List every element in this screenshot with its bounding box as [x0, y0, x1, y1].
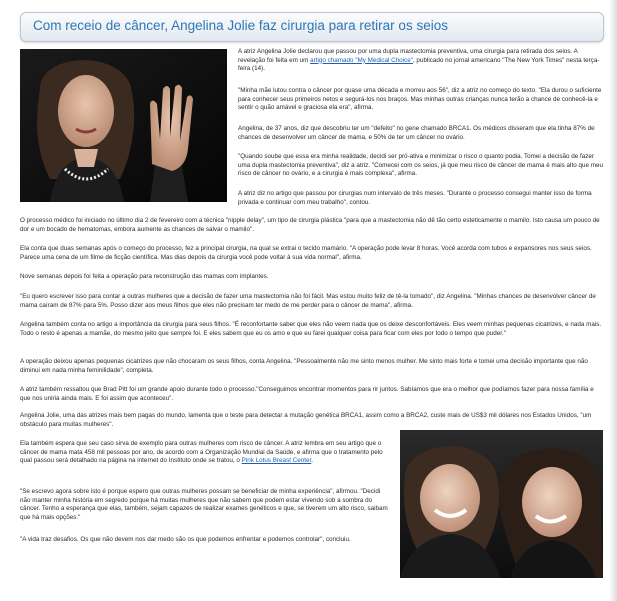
p14-text-after: .	[311, 457, 314, 465]
paragraph-2: "Minha mãe lutou contra o câncer por quase uma década e morreu aos 56", diz a atriz no começo do texto. "Ela durou o suficiente para conhecer seus primeiros netos e segurá-los nos braços. Mas minhas outras crianças nunca terão a chance de conhecê-la e sentir o quão amável e graciosa ela era", afirma.	[238, 87, 602, 112]
paragraph-15: "Se escrevo agora sobre isto é porque espero que outras mulheres possam se beneficiar de minha experiência", afirmou. "Decidi não manter minha história em segredo porque há muitas mulheres que não sabem que podem estar vivendo sob a sombra do câncer. Tenho a esperança que elas, também, sejam capazes de realizar exames genéticos e que, se tiverem um alto risco, saibam que há mais opções."	[20, 488, 388, 521]
paragraph-8: Nove semanas depois foi feita a operação para reconstrução das mamas com implantes.	[20, 273, 269, 280]
page-edge-shadow	[609, 0, 617, 601]
photo-actress-waving	[20, 49, 227, 202]
paragraph-6: O processo médico foi iniciado no último dia 2 de fevereiro com a técnica "nipple delay", um tipo de cirurgia plástica "para que a mastectomia não dê tão certo esteticamente o mamilo. Isto causa um pouco de dor e um bocado de hematomas, embora aumente as chances de salvar o mamilo".	[20, 217, 600, 233]
paragraph-16: "A vida traz desafios. Os que não devem nos dar medo são os que podemos enfrentar e podemos controlar", concluiu.	[20, 536, 351, 543]
paragraph-10: Angelina também conta no artigo a importância da cirurgia para seus filhos. "É reconfortante saber que eles não veem nada que os deixe desconfortáveis. Eles veem minhas pequenas cicatrizes, e nada mais. Todo o resto é apenas a mamãe, do mesmo jeito que sempre foi. E eles sabem que eu os amo e que eu farei qualquer coisa para ficar com eles por todo o tempo que puder."	[20, 321, 602, 337]
paragraph-14	[20, 440, 390, 466]
photo-actress-with-mother	[400, 430, 603, 578]
pink-lotus-link[interactable]: Pink Lotus Breast Center	[241, 457, 312, 465]
medical-choice-article-link[interactable]: artigo chamado "My Medical Choice"	[310, 56, 413, 64]
paragraph-4: "Quando soube que essa era minha realidade, decidi ser pró-ativa e minimizar o risco o quanto podia. Tomei a decisão de fazer uma dupla mastectomia preventiva", diz a atriz. "Comecei com os seios, já que meu risco de câncer de mama é mais alto que meu risco de câncer no ovário, e a cirurgia é mais complexa", afirma.	[238, 153, 603, 178]
title-bar	[20, 12, 604, 42]
paragraph-7: Ela conta que duas semanas após o começo do processo, fez a principal cirurgia, na qual se extrai o tecido mamário. "A operação pode levar 8 horas. Você acorda com tubos e expansores nos seus seios. Parece uma cena de um filme de ficção científica. Mas dias depois da cirurgia você pode voltar à sua vida normal", afirma.	[20, 245, 592, 261]
paragraph-3: Angelina, de 37 anos, diz que descobriu ter um "defeito" no gene chamado BRCA1. Os médicos disseram que ela tinha 87% de chances de desenvolver um câncer de mama, e 50% de ter um câncer no ovário.	[238, 125, 595, 141]
p1-text-before: A atriz Angelina Jolie declarou que passou por uma dupla mastectomia preventiva, uma cirurgia para retirada dos seios. A revelação foi feita em um	[238, 48, 578, 64]
paragraph-5: A atriz diz no artigo que passou por cirurgias num intervalo de três meses. "Durante o processo consegui manter isso de forma privada e continuar com meu trabalho", contou.	[238, 190, 592, 206]
p14-text-before: Ela também espera que seu caso sirva de exemplo para outras mulheres com risco de câncer. A atriz lembra em seu artigo que o câncer de mama mata 458 mil pessoas por ano, de acordo com a Organização Mundial da Saúde, e afirma que o tratamento pelo qual passou será detalhado na página na internet do Instituto onde se tratou, o	[20, 440, 383, 465]
paragraph-11: A operação deixou apenas pequenas cicatrizes que não chocaram os seus filhos, conta Angelina. "Pessoalmente não me sinto menos mulher. Me sinto mais forte e tomei uma decisão importante que não diminui em nada minha feminilidade", completa.	[20, 358, 588, 374]
paragraph-1	[238, 48, 604, 74]
paragraph-12: A atriz também ressaltou que Brad Pitt foi um grande apoio durante todo o processo."Conseguimos encontrar momentos para rir juntos. Sabíamos que era o melhor que podíamos fazer para nossa família e que nos uniria ainda mais. E foi assim que aconteceu".	[20, 386, 594, 402]
paragraph-13: Angelina Jolie, uma das atrizes mais bem pagas do mundo, lamenta que o teste para detectar a mutação genética BRCA1, assim como a BRCA2, custe mais de US$3 mil dólares nos Estados Unidos, "um obstáculo para muitas mulheres".	[20, 412, 592, 428]
p1-text-after: , publicado no jornal americano "The New York Times" nesta terça-feira (14).	[238, 56, 600, 73]
article-title: Com receio de câncer, Angelina Jolie faz cirurgia para retirar os seios	[33, 18, 448, 33]
paragraph-9: "Eu quero escrever isso para contar a outras mulheres que a decisão de fazer uma mastectomia não foi fácil. Mas estou muito feliz de tê-la tomado", diz Angelina. "Minhas chances de desenvolver câncer de mama caíram de 87% para 5%. Posso dizer aos meus filhos que eles não precisam ter medo de me perder para o câncer de mama", afirma.	[20, 293, 596, 309]
